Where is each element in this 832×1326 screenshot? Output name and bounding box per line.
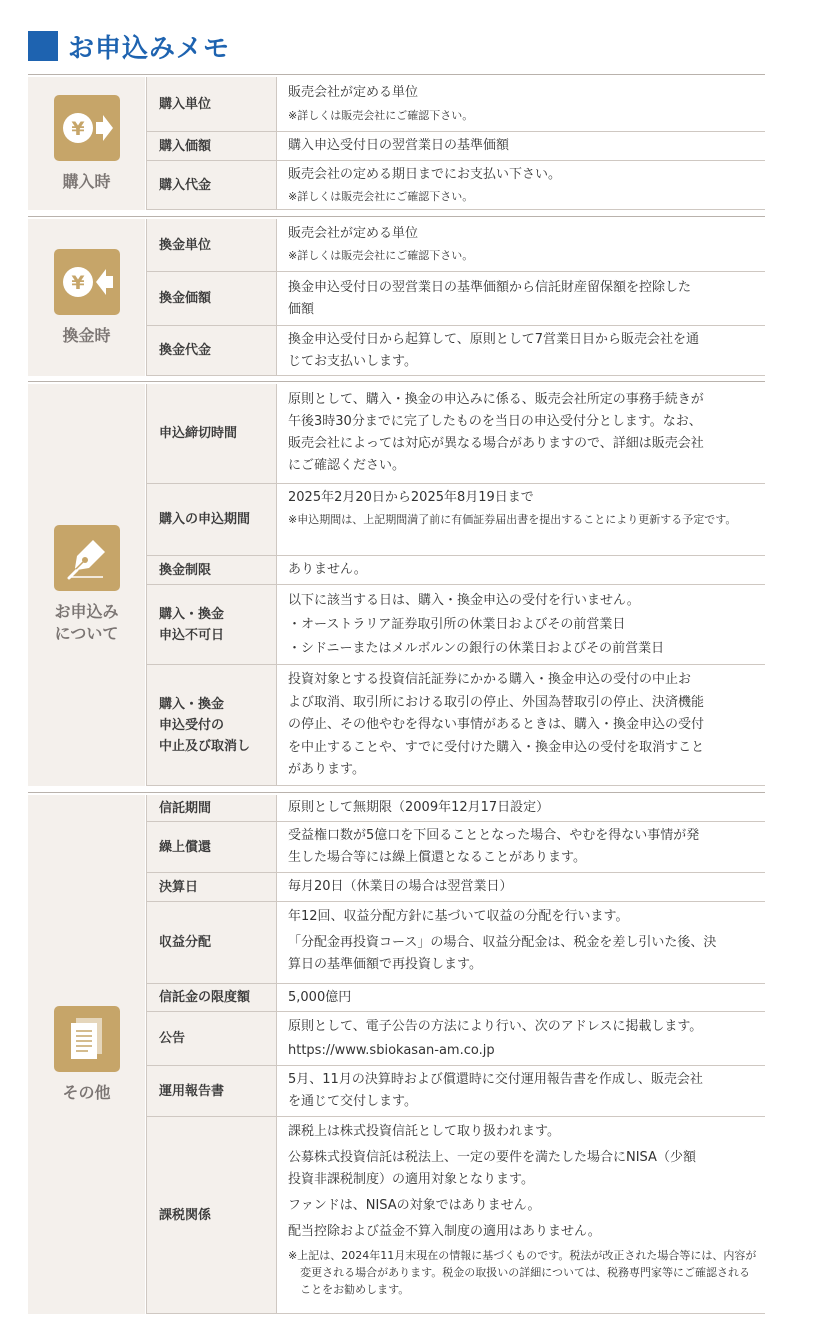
section-purchase — [28, 74, 765, 210]
row-purchase-price — [146, 132, 765, 161]
svg-text:¥: ¥ — [70, 271, 85, 294]
row-value: 原則として、電子公告の方法により行い、次のアドレスに掲載します。 https://www.sbiokasan-am.co.jp — [278, 1012, 765, 1065]
row-application-period — [146, 484, 765, 556]
row-value: 販売会社の定める期日までにお支払い下さい。 ※詳しくは販売会社にご確認下さい。 — [288, 167, 562, 203]
row-value: 毎月20日（休業日の場合は翌営業日） — [288, 879, 513, 895]
row-label: 換金単位 — [146, 219, 277, 271]
row-label: 運用報告書 — [146, 1066, 277, 1116]
row-value: 受益権口数が5億口を下回ることとなった場合、やむを得ない事情が発 生した場合等には繰上償還となることがあります。 — [288, 828, 700, 865]
category-label: 購入時 — [62, 171, 111, 191]
category-label: その他 — [62, 1082, 111, 1102]
row-label: 換金代金 — [146, 326, 277, 375]
row-label: 申込締切時間 — [146, 384, 277, 483]
row-label: 信託期間 — [146, 795, 277, 821]
category-other — [28, 795, 145, 1314]
page-header — [28, 26, 230, 66]
row-settlement-date — [146, 873, 765, 902]
row-label: 購入・換金 申込受付の 中止及び取消し — [146, 665, 277, 785]
svg-text:¥: ¥ — [70, 117, 85, 140]
fountain-pen-icon — [54, 525, 120, 591]
category-label: お申込み について — [54, 602, 119, 643]
row-value: 販売会社が定める単位 ※詳しくは販売会社にご確認下さい。 — [288, 226, 474, 262]
row-redemption-limit — [146, 556, 765, 585]
row-suspension — [146, 665, 765, 786]
row-purchase-unit — [146, 77, 765, 132]
row-value: 5,000億円 — [288, 989, 352, 1005]
row-taxation — [146, 1117, 765, 1314]
yen-arrow-in-icon — [54, 95, 120, 161]
row-label: 購入価額 — [146, 132, 277, 160]
section-application — [28, 381, 765, 786]
row-value: 換金申込受付日から起算して、原則として7営業日目から販売会社を通 じてお支払いします。 — [288, 332, 700, 369]
row-value: 5月、11月の決算時および償還時に交付運用報告書を作成し、販売会社 を通じて交付します。 — [288, 1072, 703, 1109]
row-label: 収益分配 — [146, 902, 277, 983]
category-purchase — [28, 77, 145, 210]
row-purchase-payment — [146, 161, 765, 210]
row-value: 2025年2月20日から2025年8月19日まで ※申込期間は、上記期間満了前に有価証券届出書を提出することにより更新する予定です。 — [288, 490, 737, 526]
row-value: 以下に該当する日は、購入・換金申込の受付を行いません。 ・オーストラリア証券取引所の休業日およびその前営業日 ・シドニーまたはメルボルンの銀行の休業日およびその前営業日 — [288, 593, 665, 656]
category-label: 換金時 — [62, 325, 111, 345]
row-value: 販売会社が定める単位 ※詳しくは販売会社にご確認下さい。 — [288, 85, 474, 122]
row-trust-term — [146, 795, 765, 822]
row-cutoff-time — [146, 384, 765, 484]
row-label: 課税関係 — [146, 1117, 277, 1313]
row-value: 投資対象とする投資信託証券にかかる購入・換金申込の受付の中止お よび取消、取引所における取引の停止、外国為替取引の停止、決済機能 の停止、その他やむを得ない事情があるときは、購入・換金申込の受付 を中止することや、すでに受付けた購入・換金申込の受付を取消すこと があります。 — [288, 672, 705, 777]
row-label: 繰上償還 — [146, 822, 277, 872]
document-icon — [54, 1006, 120, 1072]
row-value: 年12回、収益分配方針に基づいて収益の分配を行います。 「分配金再投資コース」の場合、収益分配金は、税金を差し引いた後、決 算日の基準価額で再投資します。 — [288, 909, 717, 972]
row-value: 換金申込受付日の翌営業日の基準価額から信託財産留保額を控除した 価額 — [288, 280, 692, 317]
row-early-redemption — [146, 822, 765, 873]
row-redemption-price — [146, 272, 765, 326]
row-report — [146, 1066, 765, 1117]
row-label: 購入単位 — [146, 77, 277, 131]
row-label: 購入の申込期間 — [146, 484, 277, 555]
row-redemption-payment — [146, 326, 765, 376]
section-redemption — [28, 216, 765, 376]
page-title: お申込みメモ — [68, 33, 231, 64]
row-max-trust — [146, 984, 765, 1012]
category-application — [28, 384, 145, 786]
section-other — [28, 792, 765, 1314]
row-label: 信託金の限度額 — [146, 984, 277, 1011]
row-label: 購入代金 — [146, 161, 277, 209]
row-label: 公告 — [146, 1012, 277, 1065]
row-label: 購入・換金 申込不可日 — [146, 585, 277, 664]
row-distribution — [146, 902, 765, 984]
row-closed-days — [146, 585, 765, 665]
yen-arrow-out-icon — [54, 249, 120, 315]
header-square-icon — [28, 31, 58, 61]
row-label: 決算日 — [146, 873, 277, 901]
row-label: 換金制限 — [146, 556, 277, 584]
row-value: ありません。 — [288, 562, 367, 578]
row-public-notice — [146, 1012, 765, 1066]
row-redemption-unit — [146, 219, 765, 272]
category-redemption — [28, 219, 145, 376]
row-value: 原則として無期限（2009年12月17日設定） — [288, 800, 550, 816]
row-label: 換金価額 — [146, 272, 277, 325]
row-value: 購入申込受付日の翌営業日の基準価額 — [288, 138, 510, 154]
notice-url[interactable]: https://www.sbiokasan-am.co.jp — [288, 1043, 495, 1058]
row-value: 原則として、購入・換金の申込みに係る、販売会社所定の事務手続きが 午後3時30分までに完了したものを当日の申込受付分とします。なお、 販売会社によっては対応が異なる場合がありますので、詳細は販売会社 にご確認ください。 — [288, 392, 704, 473]
row-value: 課税上は株式投資信託として取り扱われます。 公募株式投資信託は税法上、一定の要件を満たした場合にNISA（少額 投資非課税制度）の適用対象となります。 ファンドは、NISAの対象ではありません。 配当控除および益金不算入制度の適用はありません。 ※上記は、2024年11月末現在の情報に基づくものです。税法が改正された場合等には、内容が変更される場合があります。税金の取扱いの詳細については、税務専門家等にご確認されることをお勧めします。 — [288, 1124, 757, 1296]
